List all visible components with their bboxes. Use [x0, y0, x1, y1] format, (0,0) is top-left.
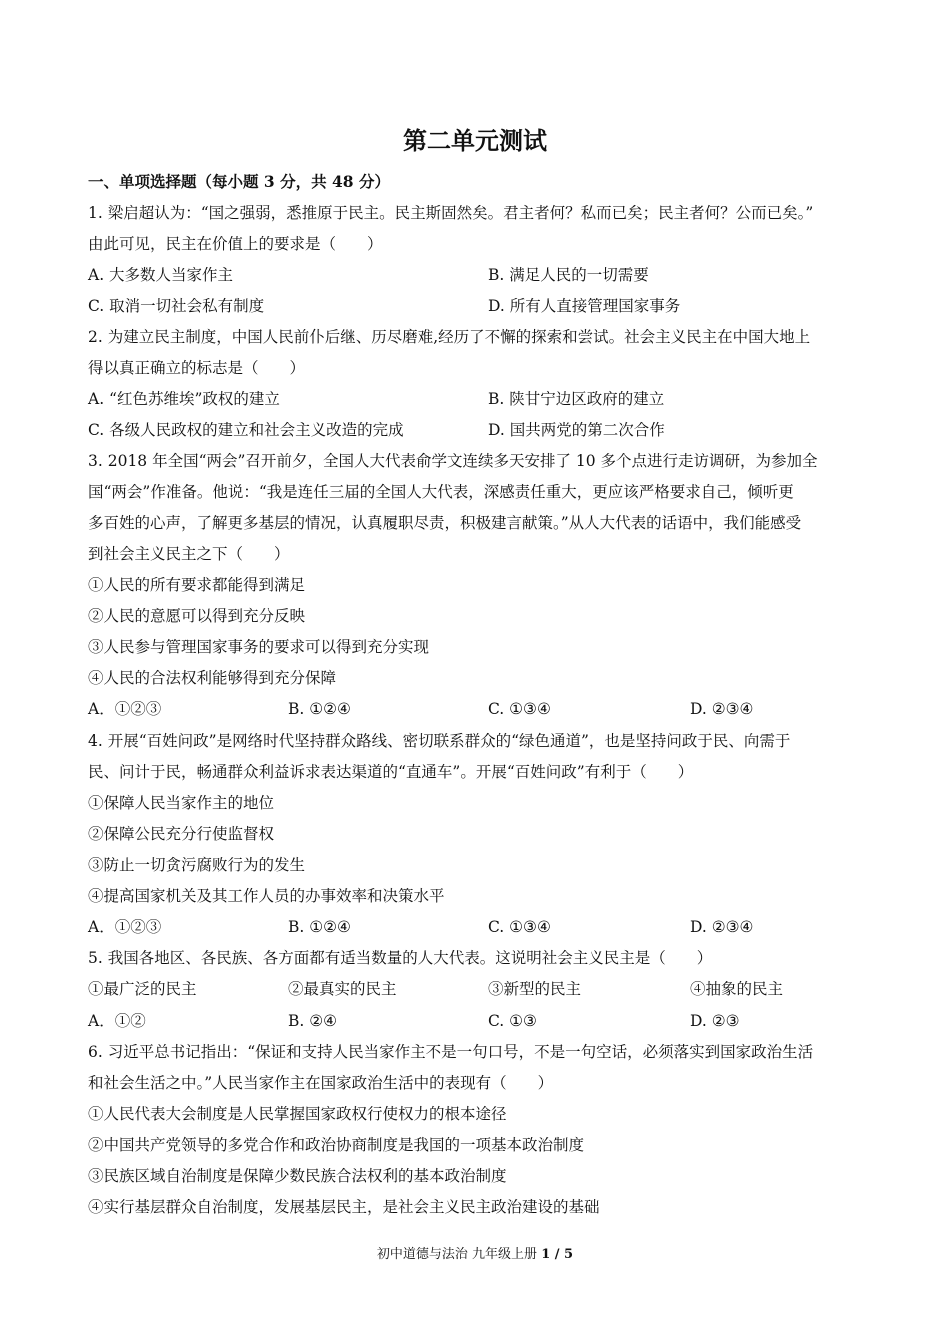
question-5-option-a: A．①② — [88, 1012, 146, 1030]
question-3-option-b: B. ①②④ — [288, 700, 351, 718]
question-2-option-d: D. 国共两党的第二次合作 — [488, 421, 665, 439]
question-3-statement-3: ③人民参与管理国家事务的要求可以得到充分实现 — [88, 638, 430, 656]
question-3-option-d: D. ②③④ — [690, 700, 754, 718]
question-1-option-a: A. 大多数人当家作主 — [88, 266, 234, 284]
page-footer — [0, 1245, 950, 1265]
question-4-stem-line-2: 民、问计于民，畅通群众利益诉求表达渠道的“直通车”。开展“百姓问政”有利于（ ） — [88, 763, 694, 781]
question-3-option-c: C. ①③④ — [488, 700, 551, 718]
question-5-stem-line-1: 5. 我国各地区、各民族、各方面都有适当数量的人大代表。这说明社会主义民主是（ ） — [88, 949, 713, 967]
question-6-statement-3: ③民族区域自治制度是保障少数民族合法权利的基本政治制度 — [88, 1167, 507, 1185]
question-3-statement-4: ④人民的合法权利能够得到充分保障 — [88, 669, 337, 687]
question-2-option-c: C. 各级人民政权的建立和社会主义改造的完成 — [88, 421, 404, 439]
question-3-statement-1: ①人民的所有要求都能得到满足 — [88, 576, 306, 594]
question-4-option-d: D. ②③④ — [690, 918, 754, 936]
question-2-stem-line-2: 得以真正确立的标志是（ ） — [88, 359, 306, 377]
question-1-stem-line-2: 由此可见，民主在价值上的要求是（ ） — [88, 235, 383, 253]
question-5-option-c: C. ①③ — [488, 1012, 537, 1030]
question-5-statement-4: ④抽象的民主 — [690, 980, 784, 998]
question-1-stem-line-1: 1. 梁启超认为：“国之强弱，悉推原于民主。民主斯固然矣。君主者何？私而已矣；民主者何？公而已矣。” — [88, 204, 814, 222]
footer-page-number: 1 / 5 — [541, 1247, 574, 1262]
question-2-stem-line-1: 2. 为建立民主制度，中国人民前仆后继、历尽磨难,经历了不懈的探索和尝试。社会主义民主在中国大地上 — [88, 328, 811, 346]
question-2-option-b: B. 陕甘宁边区政府的建立 — [488, 390, 665, 408]
question-5-option-b: B. ②④ — [288, 1012, 338, 1030]
question-5-statement-3: ③新型的民主 — [488, 980, 582, 998]
question-1-option-b: B. 满足人民的一切需要 — [488, 266, 649, 284]
question-3-stem-line-1: 3. 2018 年全国“两会”召开前夕，全国人大代表俞学文连续多天安排了 10 多个点进行走访调研，为参加全 — [88, 452, 818, 470]
question-4-statement-4: ④提高国家机关及其工作人员的办事效率和决策水平 — [88, 887, 445, 905]
section-heading: 一、单项选择题（每小题 3 分，共 48 分） — [88, 172, 390, 191]
question-4-statement-3: ③防止一切贪污腐败行为的发生 — [88, 856, 306, 874]
question-6-statement-2: ②中国共产党领导的多党合作和政治协商制度是我国的一项基本政治制度 — [88, 1136, 585, 1154]
question-4-option-a: A．①②③ — [88, 918, 162, 936]
question-5-statement-2: ②最真实的民主 — [288, 980, 397, 998]
page-title: 第二单元测试 — [403, 126, 547, 155]
question-1-option-c: C. 取消一切社会私有制度 — [88, 297, 265, 315]
question-4-statement-2: ②保障公民充分行使监督权 — [88, 825, 275, 843]
question-3-stem-line-2: 国“两会”作准备。他说：“我是连任三届的全国人大代表，深感责任重大，更应该严格要求自己，倾听更 — [88, 483, 794, 501]
question-3-stem-line-4: 到社会主义民主之下（ ） — [88, 545, 290, 563]
question-6-stem-line-1: 6. 习近平总书记指出：“保证和支持人民当家作主不是一句口号，不是一句空话，必须落实到国家政治生活 — [88, 1043, 814, 1061]
question-3-option-a: A．①②③ — [88, 700, 162, 718]
question-4-statement-1: ①保障人民当家作主的地位 — [88, 794, 275, 812]
question-3-stem-line-3: 多百姓的心声，了解更多基层的情况，认真履职尽责，积极建言献策。”从人大代表的话语中，我们能感受 — [88, 514, 802, 532]
question-4-stem-line-1: 4. 开展“百姓问政”是网络时代坚持群众路线、密切联系群众的“绿色通道”，也是坚持问政于民、向需于 — [88, 732, 791, 750]
question-2-option-a: A. “红色苏维埃”政权的建立 — [88, 390, 280, 408]
question-4-option-c: C. ①③④ — [488, 918, 551, 936]
question-6-statement-1: ①人民代表大会制度是人民掌握国家政权行使权力的根本途径 — [88, 1105, 507, 1123]
question-5-statement-1: ①最广泛的民主 — [88, 980, 197, 998]
question-3-statement-2: ②人民的意愿可以得到充分反映 — [88, 607, 306, 625]
question-4-option-b: B. ①②④ — [288, 918, 351, 936]
question-1-option-d: D. 所有人直接管理国家事务 — [488, 297, 681, 315]
question-6-statement-4: ④实行基层群众自治制度，发展基层民主，是社会主义民主政治建设的基础 — [88, 1198, 600, 1216]
question-5-option-d: D. ②③ — [690, 1012, 740, 1030]
footer-subject: 初中道德与法治 九年级上册 — [376, 1247, 538, 1262]
question-6-stem-line-2: 和社会生活之中。”人民当家作主在国家政治生活中的表现有（ ） — [88, 1074, 554, 1092]
